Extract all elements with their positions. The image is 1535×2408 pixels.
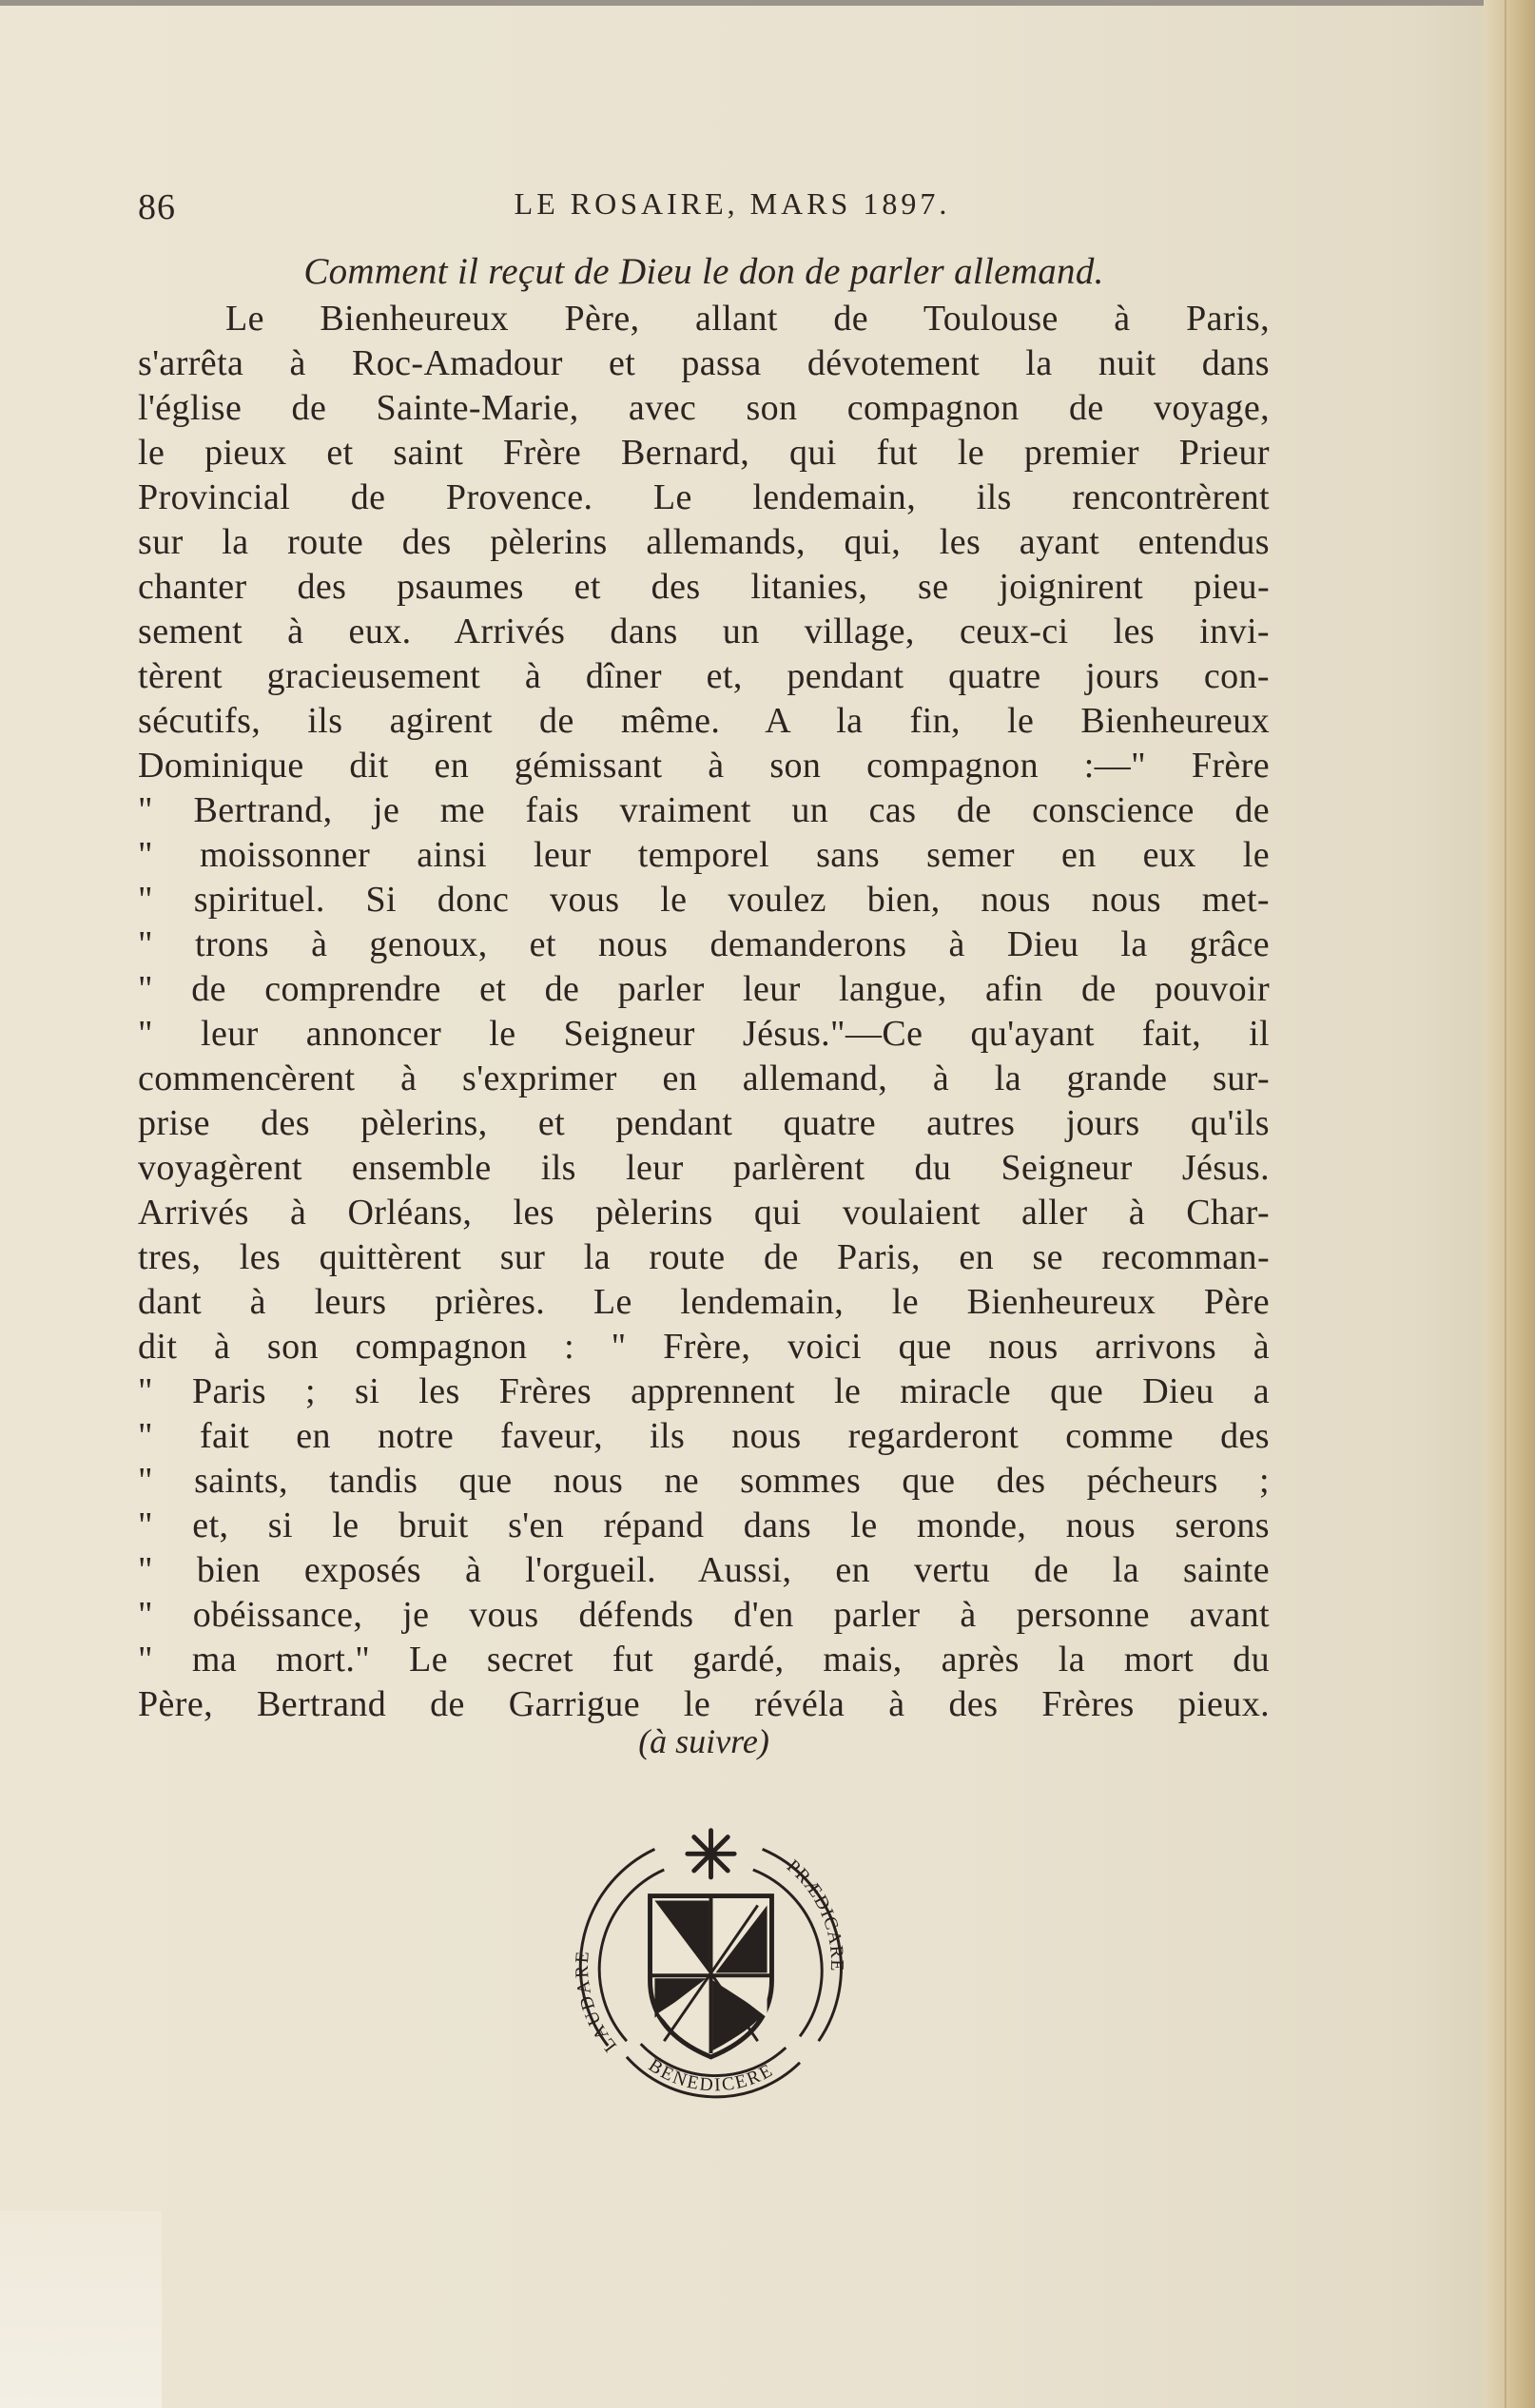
to-be-continued: (à suivre) xyxy=(638,1722,769,1760)
running-title: LE ROSAIRE, MARS 1897. xyxy=(514,186,951,221)
text-line: sement à eux. Arrivés dans un village, ceux-ci les invi- xyxy=(138,612,1270,651)
text-line: s'arrêta à Roc-Amadour et passa dévotement la nuit dans xyxy=(138,343,1270,383)
text-line: tres, les quittèrent sur la route de Paris, en se recomman- xyxy=(138,1237,1270,1277)
text-line: " trons à genoux, et nous demanderons à Dieu la grâce xyxy=(138,924,1270,964)
text-line: " obéissance, je vous défends d'en parler à personne avant xyxy=(138,1595,1270,1635)
text-line: Le Bienheureux Père, allant de Toulouse à Paris, xyxy=(225,299,1270,339)
section-title: Comment il reçut de Dieu le don de parler allemand. xyxy=(303,251,1104,292)
text-line: prise des pèlerins, et pendant quatre autres jours qu'ils xyxy=(138,1103,1270,1143)
text-line: " Bertrand, je me fais vraiment un cas de conscience de xyxy=(138,790,1270,830)
running-header xyxy=(138,186,1270,236)
text-line: " spirituel. Si donc vous le voulez bien, nous nous met- xyxy=(138,880,1270,920)
text-line: " moissonner ainsi leur temporel sans semer en eux le xyxy=(138,835,1270,875)
text-line: " bien exposés à l'orgueil. Aussi, en vertu de la sainte xyxy=(138,1550,1270,1590)
text-line: l'église de Sainte-Marie, avec son compagnon de voyage, xyxy=(138,388,1270,428)
article-body xyxy=(138,297,1270,1727)
emblem-motto-left: LAUDARE xyxy=(571,1949,621,2056)
text-line: sur la route des pèlerins allemands, qui, les ayant entendus xyxy=(138,522,1270,562)
text-line: Père, Bertrand de Garrigue le révéla à des Frères pieux. xyxy=(138,1684,1270,1724)
text-line: tèrent gracieusement à dîner et, pendant quatre jours con- xyxy=(138,656,1270,696)
page-number: 86 xyxy=(138,187,176,227)
text-line: commencèrent à s'exprimer en allemand, à la grande sur- xyxy=(138,1058,1270,1098)
dominican-shield-emblem-icon xyxy=(561,1812,861,2111)
emblem-motto-bottom: BENEDICERE xyxy=(644,2054,778,2096)
text-line: Provincial de Provence. Le lendemain, ils rencontrèrent xyxy=(138,477,1270,517)
text-line: le pieux et saint Frère Bernard, qui fut le premier Prieur xyxy=(138,433,1270,473)
text-line: " et, si le bruit s'en répand dans le monde, nous serons xyxy=(138,1505,1270,1545)
text-line: " leur annoncer le Seigneur Jésus."—Ce qu'ayant fait, il xyxy=(138,1014,1270,1054)
text-line: " saints, tandis que nous ne sommes que des pécheurs ; xyxy=(138,1461,1270,1501)
text-line: sécutifs, ils agirent de même. A la fin, le Bienheureux xyxy=(138,701,1270,741)
text-line: Dominique dit en gémissant à son compagnon :—" Frère xyxy=(138,746,1270,786)
scan-margin xyxy=(0,2211,162,2408)
text-line: chanter des psaumes et des litanies, se joignirent pieu- xyxy=(138,567,1270,607)
book-page-edge xyxy=(1484,0,1535,2408)
emblem-motto-right: PRÆDICARE xyxy=(782,1855,848,1972)
text-line: " ma mort." Le secret fut gardé, mais, après la mort du xyxy=(138,1640,1270,1680)
text-line: " Paris ; si les Frères apprennent le miracle que Dieu a xyxy=(138,1371,1270,1411)
text-line: dant à leurs prières. Le lendemain, le Bienheureux Père xyxy=(138,1282,1270,1322)
text-line: voyagèrent ensemble ils leur parlèrent du Seigneur Jésus. xyxy=(138,1148,1270,1188)
text-line: Arrivés à Orléans, les pèlerins qui voulaient aller à Char- xyxy=(138,1193,1270,1233)
top-rule xyxy=(0,0,1535,6)
text-line: " de comprendre et de parler leur langue, afin de pouvoir xyxy=(138,969,1270,1009)
text-line: " fait en notre faveur, ils nous regarderont comme des xyxy=(138,1416,1270,1456)
text-line: dit à son compagnon : " Frère, voici que nous arrivons à xyxy=(138,1327,1270,1367)
